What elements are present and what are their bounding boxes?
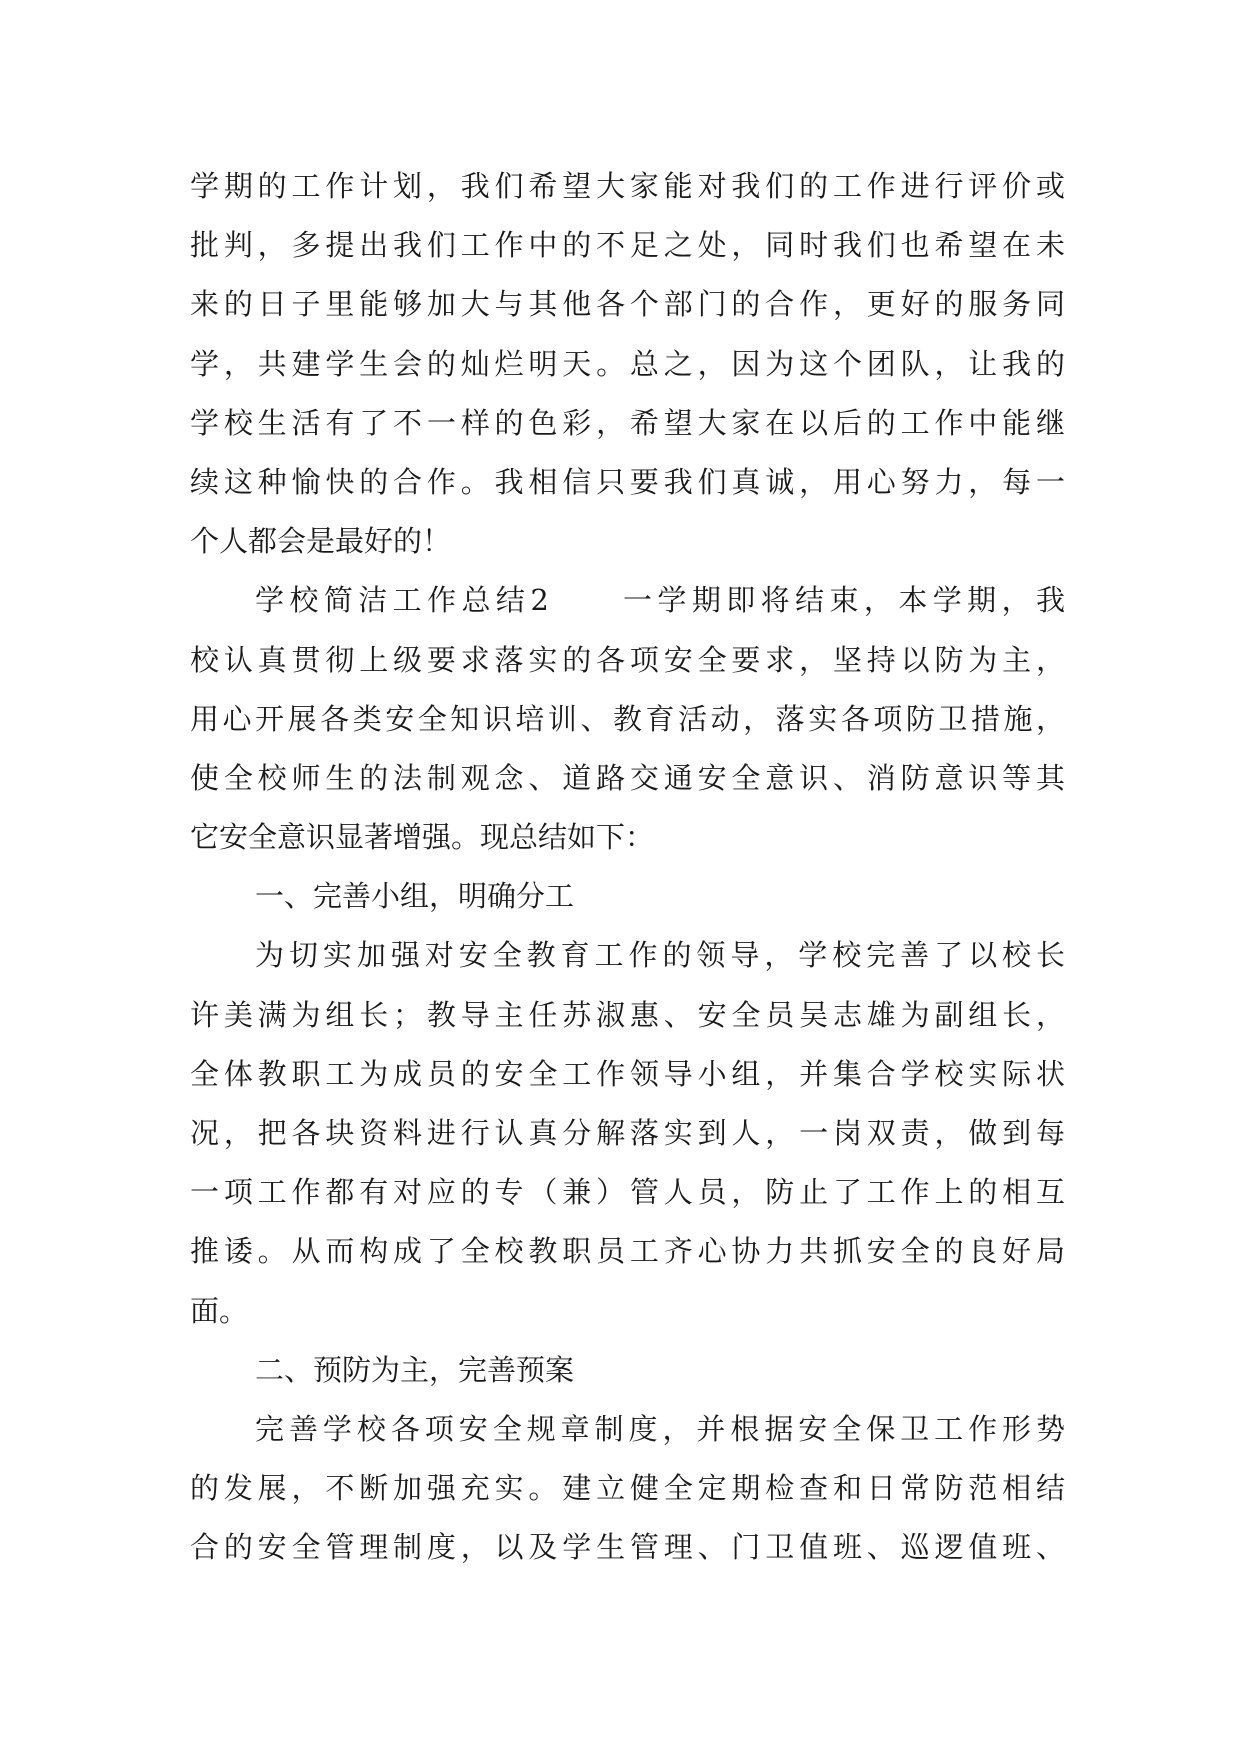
text-line: 推诿。从而构成了全校教职员工齐心协力共抓安全的良好局 [190,1234,1065,1269]
section-title: 学校简洁工作总结2 一学期即将结束，本学期，我 [255,583,1065,618]
body-text [190,157,1065,1578]
text-line: 况，把各块资料进行认真分解落实到人，一岗双责，做到每 [190,1116,1065,1150]
text-line: 许美满为组长；教导主任苏淑惠、安全员吴志雄为副组长， [190,997,1065,1032]
text-line: 使全校师生的法制观念、道路交通安全意识、消防意识等其 [190,760,1065,795]
text-line: 续这种愉快的合作。我相信只要我们真诚，用心努力，每一 [190,464,1065,499]
text-line: 全体教职工为成员的安全工作领导小组，并集合学校实际状 [190,1056,1065,1091]
text-line: 校认真贯彻上级要求落实的各项安全要求，坚持以防为主， [190,642,1065,677]
text-line: 用心开展各类安全知识培训、教育活动，落实各项防卫措施， [190,701,1065,736]
text-line: 个人都会是最好的！ [190,524,452,559]
section-heading: 一、完善小组，明确分工 [255,879,575,914]
text-line: 面。 [190,1293,249,1328]
text-line: 完善学校各项安全规章制度，并根据安全保卫工作形势 [255,1411,1065,1446]
text-line: 它安全意识显著增强。现总结如下： [190,820,655,855]
text-line: 来的日子里能够加大与其他各个部门的合作，更好的服务同 [190,287,1065,322]
text-line: 批判，多提出我们工作中的不足之处，同时我们也希望在未 [190,228,1065,263]
text-line: 一项工作都有对应的专（兼）管人员，防止了工作上的相互 [190,1175,1065,1210]
text-line: 学期的工作计划，我们希望大家能对我们的工作进行评价或 [190,169,1065,203]
text-line: 学校生活有了不一样的色彩，希望大家在以后的工作中能继 [190,405,1065,440]
text-line: 的发展，不断加强充实。建立健全定期检查和日常防范相结 [190,1471,1065,1506]
text-line: 合的安全管理制度，以及学生管理、门卫值班、巡逻值班、 [190,1530,1065,1565]
section-heading: 二、预防为主，完善预案 [255,1352,575,1387]
text-line: 学，共建学生会的灿烂明天。总之，因为这个团队，让我的 [190,346,1065,381]
text-line: 为切实加强对安全教育工作的领导，学校完善了以校长 [255,938,1065,973]
